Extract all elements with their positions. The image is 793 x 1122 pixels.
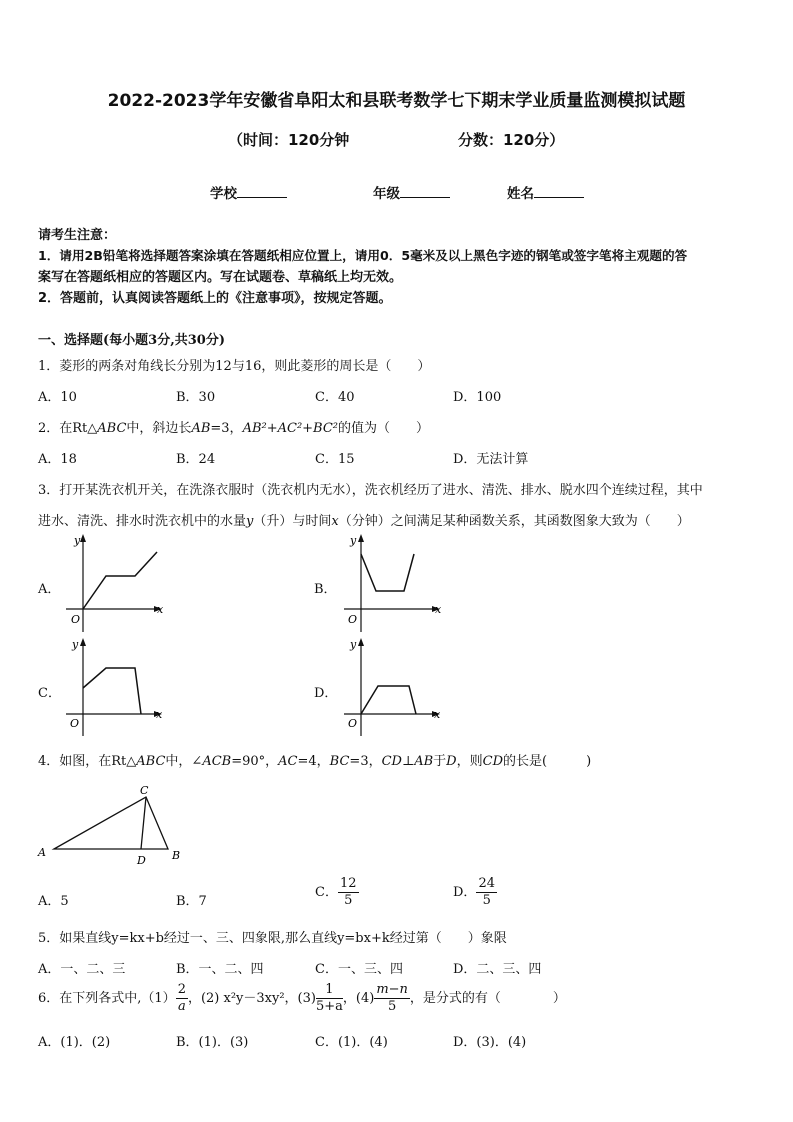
name-field: 姓名 [507, 182, 584, 202]
q2-option-b: B．24 [176, 452, 216, 467]
graph-a-curve [83, 552, 157, 609]
q4-option-d: D． $\frac{24}{5}$ [453, 876, 495, 908]
name-blank [534, 185, 584, 198]
q6-option-b: B．(1)．(3) [176, 1035, 249, 1050]
graph-a-x-label: x [157, 603, 164, 616]
question-2: 2．在Rt△ABC中，斜边长AB=3，AB²+AC²+BC²的值为（ ） [38, 421, 430, 436]
q5-option-a: A．一、二、三 [38, 962, 126, 977]
question-3-line-2: 进水、清洗、排水时洗衣机中的水量y（升）与时间x（分钟）之间满足某种函数关系，其函数图象大致为（ ） [38, 514, 690, 529]
q5-option-d: D．二、三、四 [453, 962, 542, 977]
graph-c-origin: O [70, 717, 80, 730]
q1-option-b: B．30 [176, 390, 216, 405]
altitude-cd [141, 797, 146, 849]
grade-blank [400, 185, 450, 198]
school-field: 学校 [210, 182, 287, 202]
graph-a [58, 532, 173, 632]
q6-option-a: A．(1)．(2) [38, 1035, 111, 1050]
triangle-figure [30, 780, 200, 865]
graph-b-x-label: x [435, 603, 442, 616]
q5-option-b: B．一、二、四 [176, 962, 264, 977]
notice-line-3: 2．答题前，认真阅读答题纸上的《注意事项》，按规定答题。 [38, 291, 392, 306]
exam-time: （时间：120分钟 [228, 131, 350, 149]
q6-fraction-1: $\frac{2}{a}$ [177, 982, 186, 1014]
q3-option-a-label: A． [38, 582, 61, 597]
question-5: 5．如果直线y=kx+b经过一、三、四象限,那么直线y=bx+k经过第（ ）象限 [38, 931, 507, 946]
graph-d [336, 636, 451, 736]
graph-b [336, 532, 451, 632]
q4-option-c: C． $\frac{12}{5}$ [315, 876, 357, 908]
point-a-label: A [38, 846, 46, 859]
q3-option-d-label: D． [314, 686, 338, 701]
q4-option-b: B．7 [176, 894, 207, 909]
q6-fraction-4: $\frac{m-n}{5}$ [376, 982, 408, 1014]
q2-option-c: C．15 [315, 452, 355, 467]
graph-a-y-label: y [74, 534, 81, 547]
q3-option-b-label: B． [314, 582, 337, 597]
notice-line-1: 1．请用2B铅笔将选择题答案涂填在答题纸相应位置上，请用0．5毫米及以上黑色字迹的钢笔或签字笔将主观题的答 [38, 248, 688, 263]
q1-option-c: C．40 [315, 390, 355, 405]
graph-d-x-label: x [434, 708, 441, 721]
q4-option-d-fraction: $\frac{24}{5}$ [478, 876, 495, 908]
graph-d-origin: O [348, 717, 358, 730]
graph-d-y-label: y [350, 638, 357, 651]
graph-c-y-label: y [72, 638, 79, 651]
point-b-label: B [172, 849, 181, 862]
q4-option-a: A．5 [38, 894, 69, 909]
q1-option-d: D．100 [453, 390, 502, 405]
q5-option-c: C．一、三、四 [315, 962, 403, 977]
q6-option-c: C．(1)．(4) [315, 1035, 388, 1050]
q2-option-d: D．无法计算 [453, 452, 529, 467]
graph-b-y-label: y [350, 534, 357, 547]
question-4: 4．如图，在Rt△ABC中，∠ACB=90°，AC=4，BC=3，CD⊥AB于D，则CD的长是( ) [38, 754, 592, 769]
q6-fraction-3: $\frac{1}{5+a}$ [315, 982, 343, 1014]
point-c-label: C [140, 784, 149, 797]
grade-field: 年级 [373, 182, 450, 202]
graph-c-x-label: x [156, 708, 163, 721]
page-title: 2022-2023学年安徽省阜阳太和县联考数学七下期末学业质量监测模拟试题 [107, 91, 686, 111]
q2-option-a: A．18 [38, 452, 77, 467]
question-1: 1．菱形的两条对角线长分别为12与16，则此菱形的周长是（ ） [38, 359, 431, 374]
exam-score: 分数：120分） [458, 131, 565, 149]
graph-b-curve [361, 554, 414, 591]
graph-c-curve [83, 668, 141, 714]
q6-option-d: D．(3)．(4) [453, 1035, 527, 1050]
question-6: 6．在下列各式中,（1） $\frac{2}{a}$ ，(2) x²y－3xy²，(3) $\frac{1}{5+a}$ ，(4) $\frac{m-n}{5}$ ，是分式的有（ ） [38, 982, 566, 1014]
question-3-line-1: 3．打开某洗衣机开关，在洗涤衣服时（洗衣机内无水），洗衣机经历了进水、清洗、排水、脱水四个连续过程，其中 [38, 483, 703, 498]
graph-b-origin: O [348, 613, 358, 626]
notice-heading: 请考生注意： [38, 228, 117, 243]
school-blank [237, 185, 287, 198]
graph-d-curve [361, 686, 416, 714]
q1-option-a: A．10 [38, 390, 77, 405]
point-d-label: D [137, 854, 146, 865]
q4-option-c-fraction: $\frac{12}{5}$ [339, 876, 357, 908]
triangle-abc [54, 797, 168, 849]
notice-line-2: 案写在答题纸相应的答题区内。写在试题卷、草稿纸上均无效。 [38, 270, 403, 285]
q3-option-c-label: C． [38, 686, 61, 701]
graph-c [58, 636, 173, 736]
graph-a-origin: O [71, 613, 81, 626]
section-heading: 一、选择题(每小题3分,共30分) [38, 333, 225, 348]
